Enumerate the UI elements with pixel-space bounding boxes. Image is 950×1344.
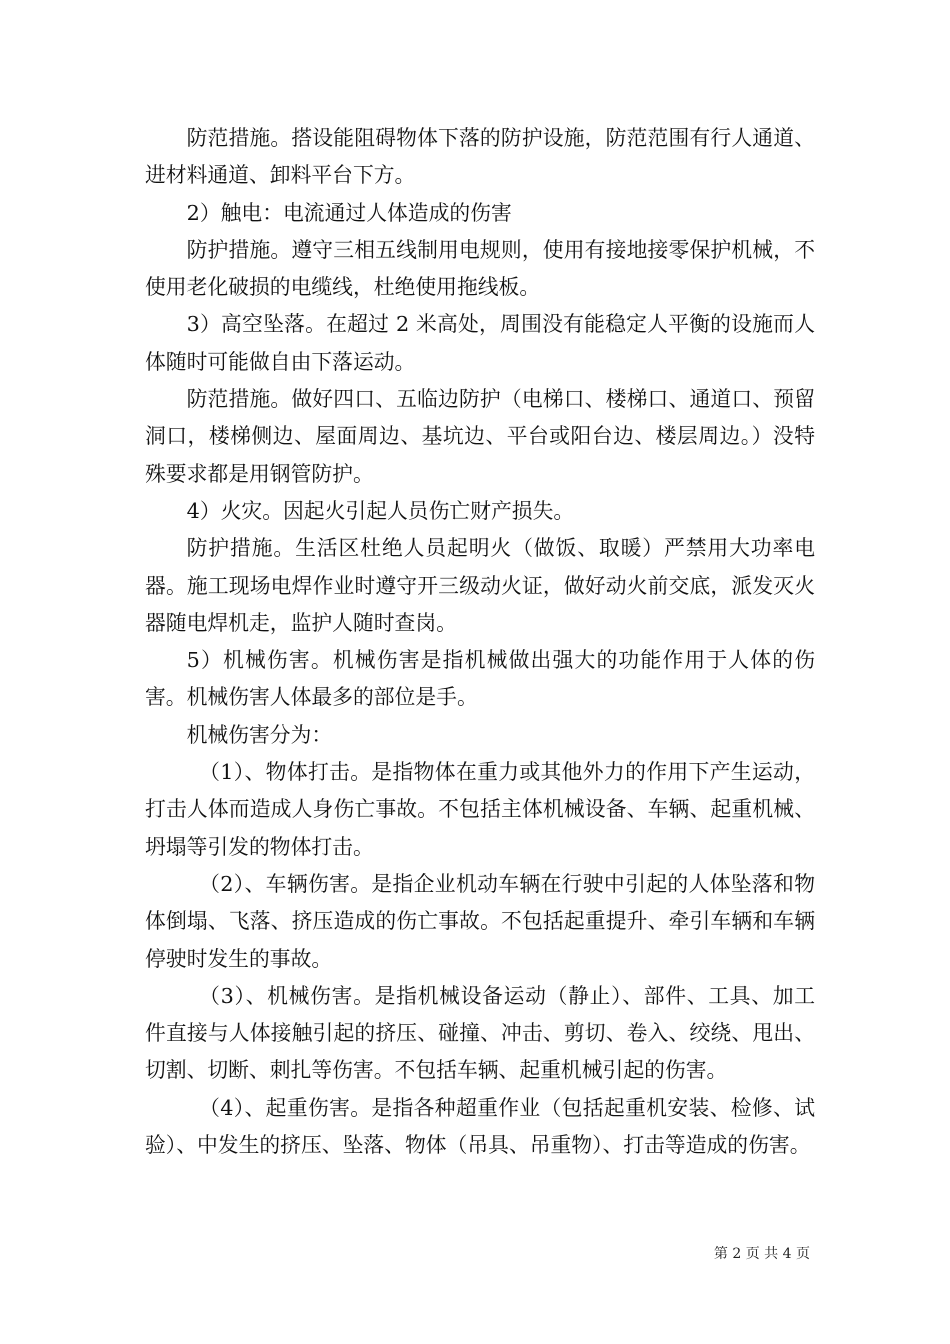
paragraph-fall-measures: 防范措施。做好四口、五临边防护（电梯口、楼梯口、通道口、预留洞口，楼梯侧边、屋面周边、基坑边、平台或阳台边、楼层周边。）没特殊要求都是用钢管防护。 (145, 387, 815, 486)
paragraph-object-strike: （1）、物体打击。是指物体在重力或其他外力的作用下产生运动，打击人体而造成人身伤亡事故。不包括主体机械设备、车辆、起重机械、坍塌等引发的物体打击。 (145, 760, 815, 859)
paragraph-electric-shock-measures: 防护措施。遵守三相五线制用电规则，使用有接地接零保护机械，不使用老化破损的电缆线，杜绝使用拖线板。 (145, 237, 815, 300)
paragraph-fire-heading: 4）火灾。因起火引起人员伤亡财产损失。 (186, 498, 575, 523)
document-body (145, 120, 815, 1164)
paragraph-mechanical-categories: 机械伤害分为： (186, 722, 333, 747)
page-number: 第 2 页 共 4 页 (713, 1246, 810, 1262)
paragraph-fire-measures: 防护措施。生活区杜绝人员起明火（做饭、取暖）严禁用大功率电器。施工现场电焊作业时遵守开三级动火证，做好动火前交底，派发灭火器随电焊机走，监护人随时查岗。 (145, 536, 815, 635)
paragraph-vehicle-injury: （2）、车辆伤害。是指企业机动车辆在行驶中引起的人体坠落和物体倒塌、飞落、挤压造成的伤亡事故。不包括起重提升、牵引车辆和车辆停驶时发生的事故。 (145, 871, 815, 971)
paragraph-mechanical-injury: 5）机械伤害。机械伤害是指机械做出强大的功能作用于人体的伤害。机械伤害人体最多的部位是手。 (145, 648, 815, 710)
paragraph-fall-from-height: 3）高空坠落。在超过 2 米高处，周围没有能稳定人平衡的设施而人体随时可能做自由下落运动。 (145, 312, 815, 374)
paragraph-falling-object-measures: 防范措施。搭设能阻碍物体下落的防护设施，防范范围有行人通道、进材料通道、卸料平台下方。 (145, 126, 815, 188)
paragraph-electric-shock-heading: 2）触电：电流通过人体造成的伤害 (186, 200, 512, 225)
paragraph-lifting-injury: （4）、起重伤害。是指各种超重作业（包括起重机安装、检修、试验）、中发生的挤压、坠落、物体（吊具、吊重物）、打击等造成的伤害。 (145, 1095, 815, 1158)
paragraph-machine-injury: （3）、机械伤害。是指机械设备运动（静止）、部件、工具、加工件直接与人体接触引起的挤压、碰撞、冲击、剪切、卷入、绞绕、甩出、切割、切断、刺扎等伤害。不包括车辆、起重机械引起的伤害。 (145, 983, 815, 1083)
